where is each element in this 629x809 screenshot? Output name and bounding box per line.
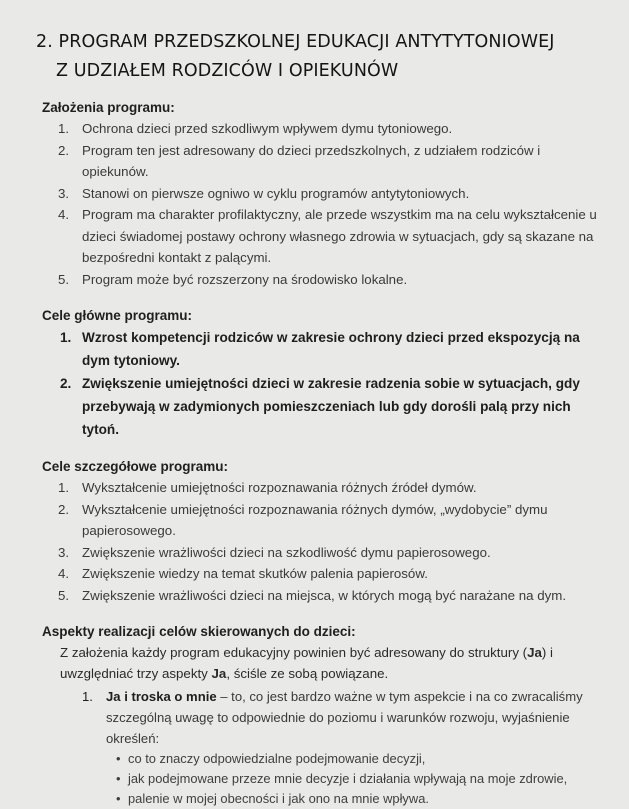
title-line-2: Z UDZIAŁEM RODZICÓW I OPIEKUNÓW — [56, 61, 399, 81]
item-number: 2. — [58, 501, 70, 517]
item-number: 5. — [58, 271, 70, 287]
item-number: 1. — [82, 689, 93, 704]
section-heading: Cele główne programu: — [42, 308, 193, 323]
list-item — [36, 326, 607, 372]
ja-term: Ja — [211, 666, 227, 681]
item-number: 5. — [58, 587, 70, 603]
aspect-item — [36, 686, 607, 749]
item-text: Ochrona dzieci przed szkodliwym wpływem dymu tytoniowego. — [82, 121, 453, 136]
section-heading: Założenia programu: — [42, 100, 175, 115]
bullet-text: palenie w mojej obecności i jak ono na mnie wpływa. — [128, 791, 429, 806]
item-number: 2. — [60, 376, 72, 391]
bullet-dot-icon: • — [116, 771, 121, 786]
aspect-text: – to, co jest bardzo ważne w tym aspekcie i na co zwracaliśmy szczególną uwagę to odpowiednie do poziomu i warunków rozwoju, wyjaśnienie określeń: — [106, 689, 583, 746]
bullet-list — [36, 749, 607, 809]
intro-paragraph — [60, 642, 607, 684]
item-text: Wykształcenie umiejętności rozpoznawania różnych dymów, „wydobycie” dymu papierosowego. — [82, 501, 548, 538]
title-line-1: 2. PROGRAM PRZEDSZKOLNEJ EDUKACJI ANTYTYTONIOWEJ — [36, 32, 555, 52]
section-heading: Aspekty realizacji celów skierowanych do dzieci: — [42, 624, 356, 639]
list-item — [36, 140, 607, 183]
ja-term: Ja — [527, 645, 542, 660]
item-text: Wykształcenie umiejętności rozpoznawania różnych źródeł dymów. — [82, 480, 477, 495]
section-aspekty — [36, 624, 607, 809]
section-heading: Cele szczegółowe programu: — [42, 459, 229, 474]
item-number: 1. — [58, 480, 70, 495]
item-text: Program może być rozszerzony na środowisko lokalne. — [82, 271, 408, 287]
item-text: Stanowi on pierwsze ogniwo w cyklu programów antytytoniowych. — [82, 185, 470, 201]
section-zalozenia — [36, 100, 607, 290]
bullet-text: co to znaczy odpowiedzialne podejmowanie decyzji, — [128, 751, 426, 766]
intro-text: Z założenia każdy program edukacyjny powinien być adresowany do struktury ( — [60, 645, 528, 660]
item-number: 1. — [60, 330, 72, 345]
item-number: 4. — [58, 207, 70, 222]
bullet-text: jak podejmowane przeze mnie decyzje i działania wpływają na moje zdrowie, — [128, 771, 568, 786]
item-text: Program ten jest adresowany do dzieci przedszkolnych, z udziałem rodziców i opiekunów. — [82, 142, 541, 179]
item-text: Wzrost kompetencji rodziców w zakresie ochrony dzieci przed ekspozycją na dym tytoniowy. — [82, 330, 580, 368]
bullet-item — [36, 749, 607, 769]
item-text: Zwiększenie wiedzy na temat skutków palenia papierosów. — [82, 566, 428, 581]
list-item — [36, 585, 607, 607]
numbered-list — [36, 118, 607, 290]
document-title — [36, 28, 607, 86]
numbered-list — [36, 326, 607, 441]
list-item — [36, 183, 607, 205]
item-number: 4. — [58, 566, 70, 581]
item-number: 3. — [58, 185, 70, 201]
item-number: 3. — [58, 544, 70, 560]
list-item — [36, 477, 607, 499]
list-item — [36, 499, 607, 542]
numbered-list — [36, 477, 607, 606]
bullet-dot-icon: • — [116, 791, 121, 806]
item-text: Zwiększenie wrażliwości dzieci na miejsca, w których mogą być narażane na dym. — [82, 587, 567, 603]
bullet-item — [36, 769, 607, 789]
aspect-title: Ja i troska o mnie — [106, 689, 217, 704]
item-number: 2. — [58, 142, 70, 158]
item-text: Zwiększenie umiejętności dzieci w zakresie radzenia sobie w sytuacjach, gdy przebywają w zadymionych pomieszczeniach lub gdy dorośli palą przy nich tytoń. — [82, 376, 580, 437]
item-text: Program ma charakter profilaktyczny, ale przede wszystkim ma na celu wykształcenie u dzieci świadomej postawy ochrony własnego zdrowia w sytuacjach, gdy są skazane na bezpośredni kontakt z palącymi. — [82, 207, 597, 265]
bullet-item — [36, 789, 607, 809]
list-item — [36, 269, 607, 291]
item-text: Zwiększenie wrażliwości dzieci na szkodliwość dymu papierosowego. — [82, 544, 491, 560]
list-item — [36, 118, 607, 140]
list-item — [36, 372, 607, 441]
bullet-dot-icon: • — [116, 751, 121, 766]
item-number: 1. — [58, 121, 70, 136]
list-item — [36, 204, 607, 269]
list-item — [36, 542, 607, 564]
intro-text: , ściśle ze sobą powiązane. — [226, 666, 389, 681]
section-cele-szczegolowe — [36, 459, 607, 606]
intro-text: ) i uwzględniać trzy aspekty — [60, 645, 553, 681]
list-item — [36, 563, 607, 585]
section-cele-glowne — [36, 308, 607, 441]
